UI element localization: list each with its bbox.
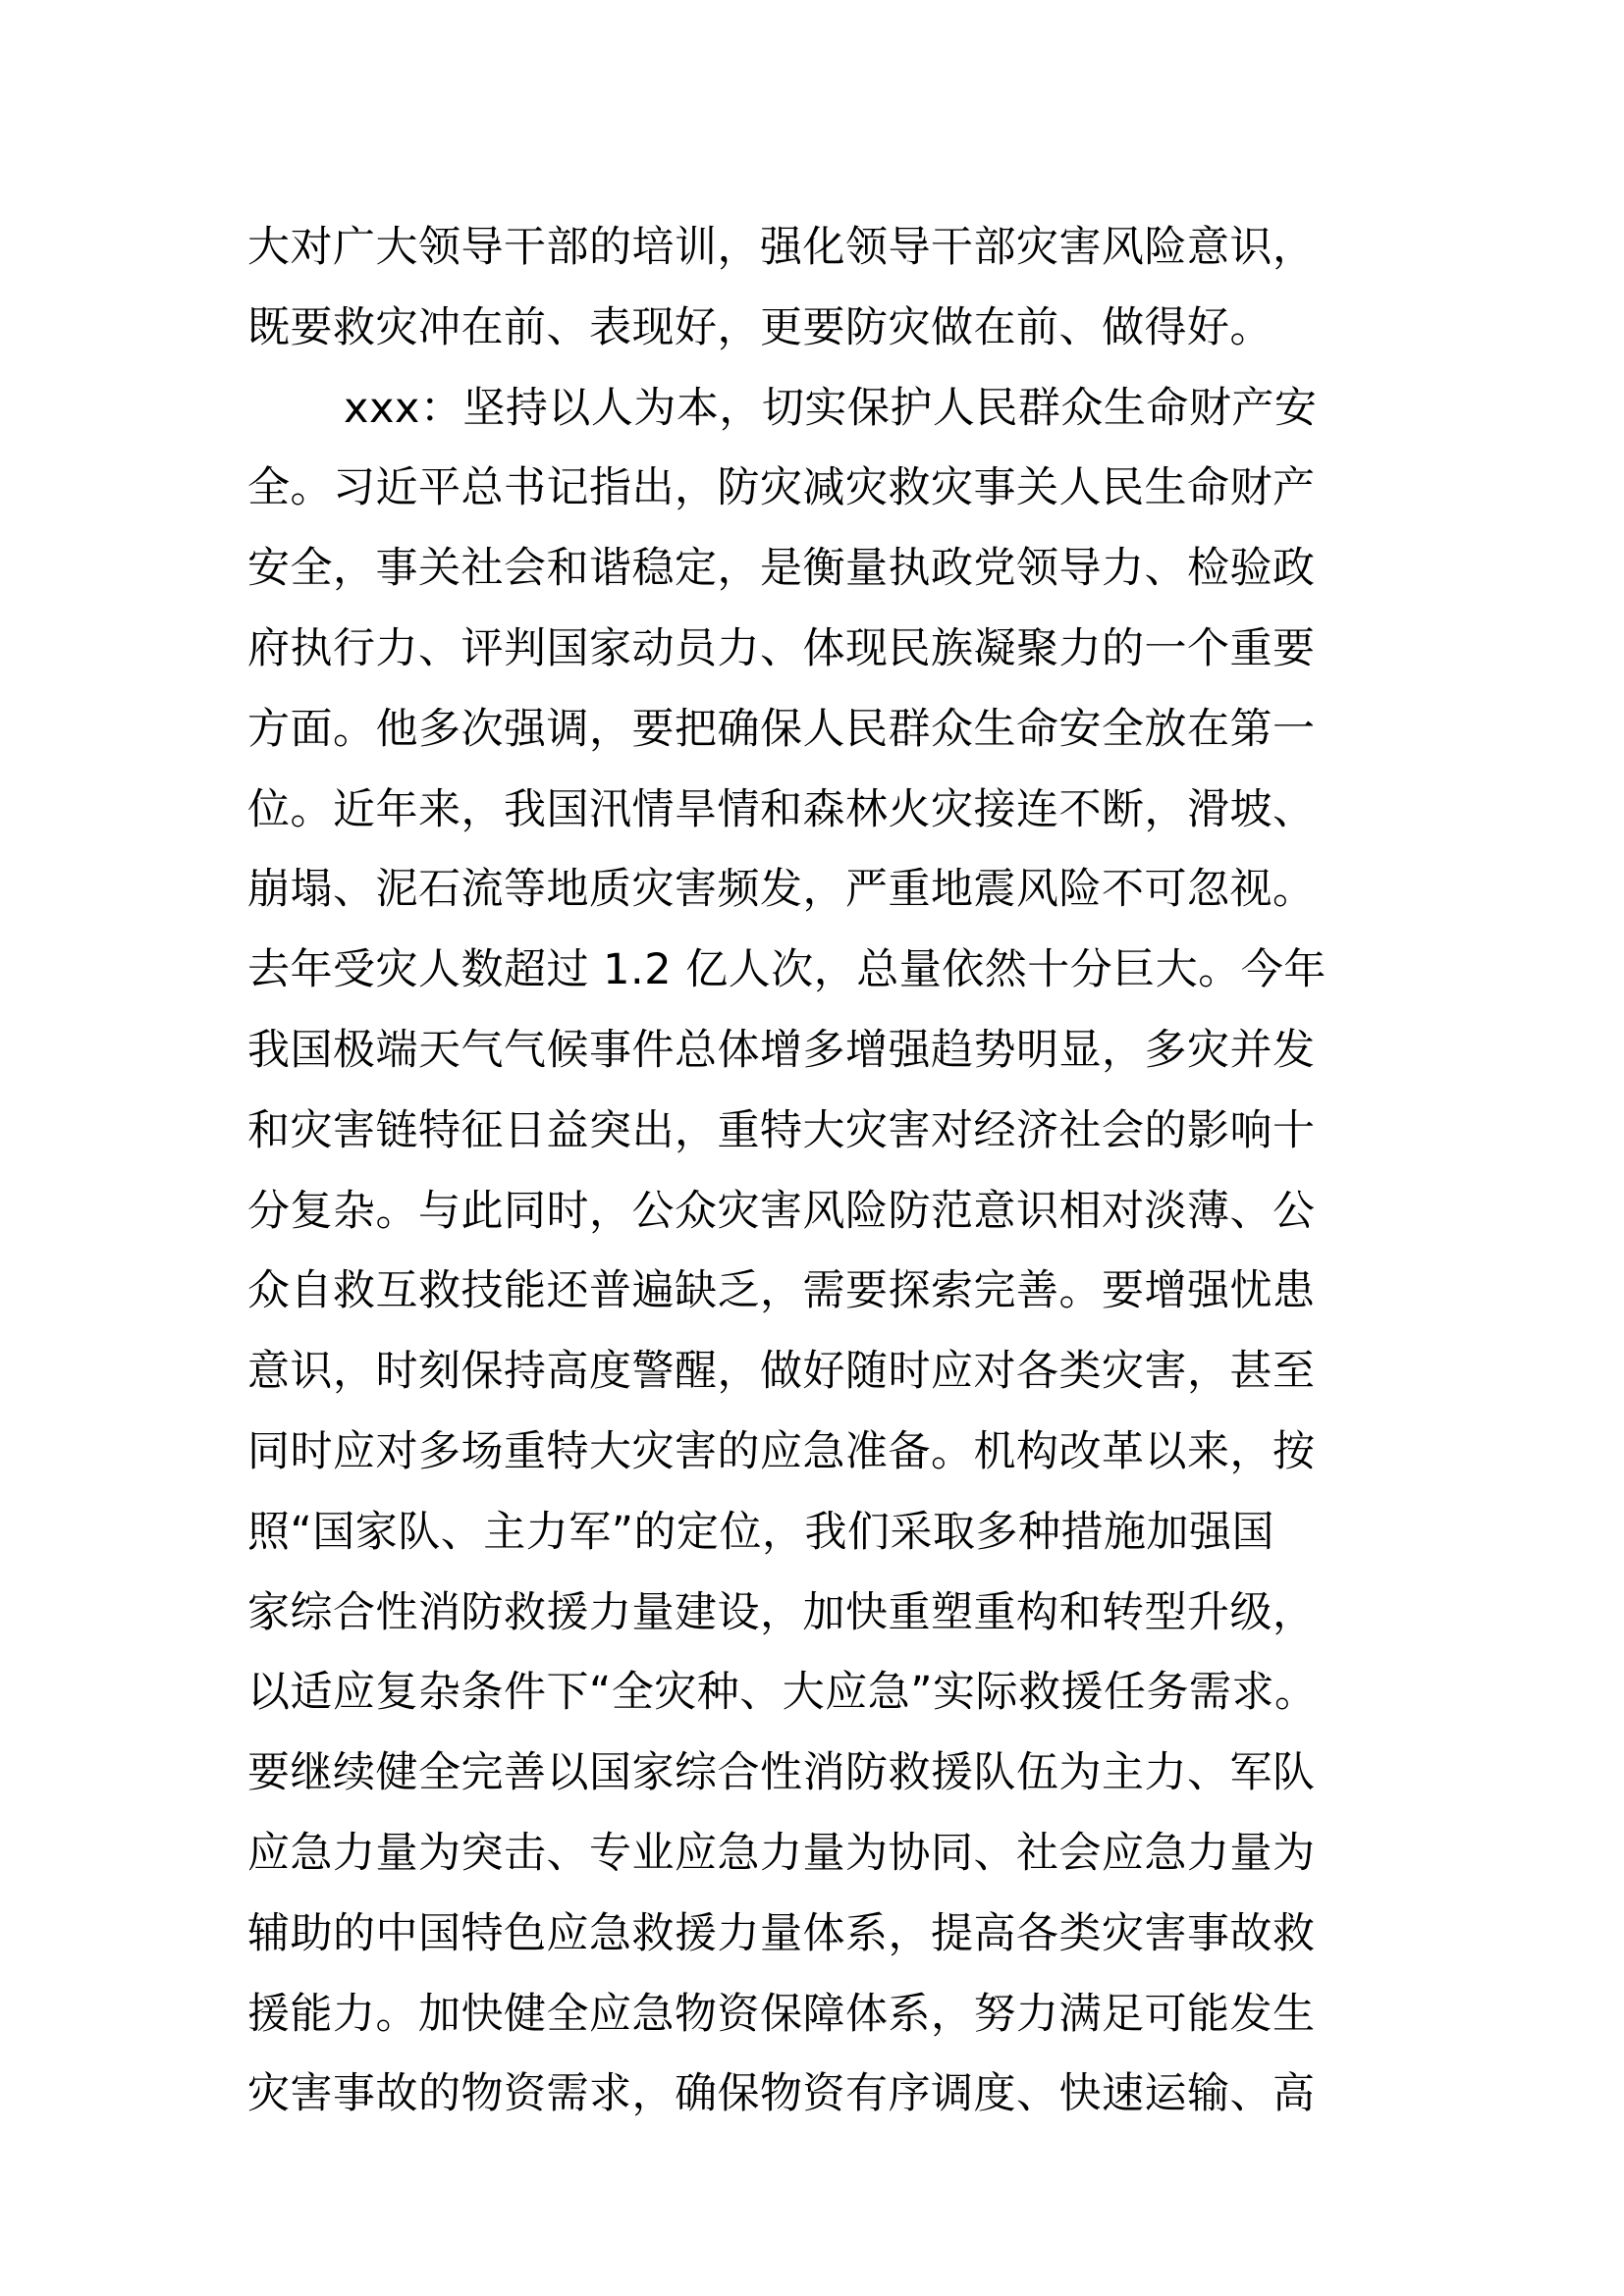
body-text bbox=[247, 208, 1377, 2135]
paragraph-start-line: xxx：坚持以人为本，切实保护人民群众生命财产安 bbox=[344, 383, 1318, 433]
text-line: 府执行力、评判国家动员力、体现民族凝聚力的一个重要 bbox=[247, 623, 1316, 673]
text-line: 同时应对多场重特大灾害的应急准备。机构改革以来，按 bbox=[247, 1426, 1316, 1476]
text-line: 大对广大领导干部的培训，强化领导干部灾害风险意识， bbox=[247, 223, 1316, 272]
text-line: 全。习近平总书记指出，防灾减灾救灾事关人民生命财产 bbox=[247, 463, 1316, 513]
text-line: 崩塌、泥石流等地质灾害频发，严重地震风险不可忽视。 bbox=[247, 865, 1316, 915]
text-line: 我国极端天气气候事件总体增多增强趋势明显，多灾并发 bbox=[247, 1025, 1316, 1075]
text-line: 照“国家队、主力军”的定位，我们采取多种措施加强国 bbox=[247, 1507, 1275, 1557]
text-line: 辅助的中国特色应急救援力量体系，提高各类灾害事故救 bbox=[247, 1908, 1316, 1958]
text-line: 安全，事关社会和谐稳定，是衡量执政党领导力、检验政 bbox=[247, 544, 1316, 594]
text-line: 以适应复杂条件下“全灾种、大应急”实际救援任务需求。 bbox=[247, 1668, 1318, 1718]
text-line: 位。近年来，我国汛情旱情和森林火灾接连不断，滑坡、 bbox=[247, 784, 1316, 834]
text-line: 意识，时刻保持高度警醒，做好随时应对各类灾害，甚至 bbox=[247, 1347, 1316, 1397]
text-line: 应急力量为突击、专业应急力量为协同、社会应急力量为 bbox=[247, 1828, 1316, 1878]
text-line: 既要救灾冲在前、表现好，更要防灾做在前、做得好。 bbox=[247, 302, 1272, 352]
text-line: 要继续健全完善以国家综合性消防救援队伍为主力、军队 bbox=[247, 1748, 1316, 1798]
text-line: 分复杂。与此同时，公众灾害风险防范意识相对淡薄、公 bbox=[247, 1186, 1316, 1236]
text-line: 和灾害链特征日益突出，重特大灾害对经济社会的影响十 bbox=[247, 1105, 1316, 1155]
text-line: 灾害事故的物资需求，确保物资有序调度、快速运输、高 bbox=[247, 2069, 1316, 2119]
text-line: 去年受灾人数超过 1.2 亿人次，总量依然十分巨大。今年 bbox=[247, 945, 1326, 995]
text-line: 众自救互救技能还普遍缺乏，需要探索完善。要增强忧患 bbox=[247, 1266, 1316, 1316]
text-line: 家综合性消防救援力量建设，加快重塑重构和转型升级， bbox=[247, 1587, 1316, 1637]
text-line: 方面。他多次强调，要把确保人民群众生命安全放在第一 bbox=[247, 704, 1316, 754]
text-line: 援能力。加快健全应急物资保障体系，努力满足可能发生 bbox=[247, 1989, 1316, 2039]
